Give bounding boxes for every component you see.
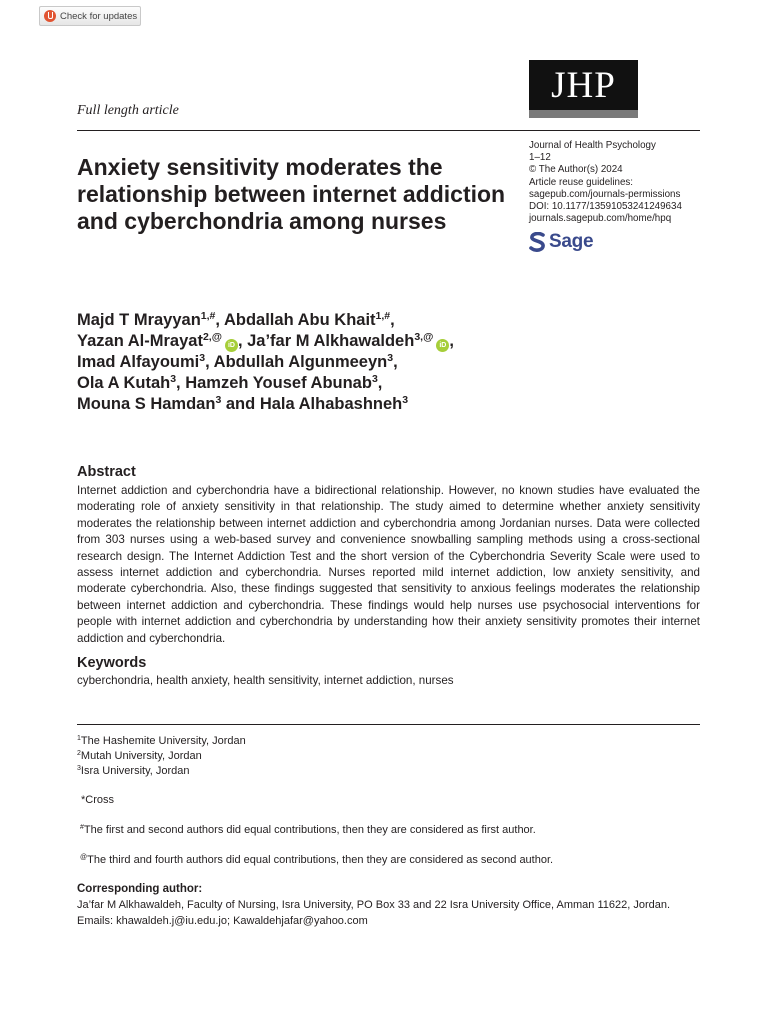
affiliation-text: The Hashemite University, Jordan	[80, 735, 246, 747]
journal-name: Journal of Health Psychology	[529, 140, 656, 151]
sage-logo-icon	[529, 232, 546, 252]
article-title: Anxiety sensitivity moderates the relationship between internet addiction and cyberchondria among nurses	[77, 154, 506, 234]
note-sup: #	[80, 824, 84, 831]
author-name: Ola A Kutah	[77, 374, 171, 392]
abstract-text: Internet addiction and cyberchondria have a bidirectional relationship. However, no known studies have evaluated the moderating role of anxiety sensitivity in that relationship. The study aimed to determine whether anxiety sensitivity moderates the relationship between internet addiction and cyberchondria among Jordanian nurses. Data were collected from 303 nurses using a web-based survey and convenience snowballing sampling methods using a cross-sectional research design. The Internet Addiction Test and the short version of the Cyberchondria Severity Scale were used to assess internet addiction and cyberchondria. Nurses reported mild internet addiction, low anxiety sensitivity, and moderate cyberchondria. Also, these findings suggested that sensitivity to anxious feelings moderates the relationship between internet addiction and cyberchondria. These findings would help nurses use psychosocial interventions for people with internet addiction and cyberchondria by understanding how their anxiety sensitivity promotes their internet addiction and cyberchondria.	[77, 484, 700, 645]
author-name: Majd T Mrayyan	[77, 311, 201, 329]
page-range: 1–12	[529, 152, 551, 164]
author-name: Abdullah Algunmeeyn	[213, 353, 388, 371]
affiliation-text: Mutah University, Jordan	[80, 750, 202, 762]
author-line-5	[77, 394, 557, 415]
author-sup: 2,@	[202, 331, 222, 343]
first-author-note	[80, 824, 536, 836]
author-name: Mouna S Hamdan	[77, 395, 216, 413]
affiliation-sup: 2	[77, 750, 81, 757]
abstract-heading: Abstract	[77, 464, 136, 480]
cross-note: *Cross	[81, 794, 115, 806]
author-line-3: Imad Alfayoumi$^3$, Abdullah Algunmeeyn$^3$,	[77, 352, 398, 371]
permissions-link[interactable]: sagepub.com/journals-permissions	[529, 188, 681, 200]
authors-conjunction: and	[225, 395, 256, 413]
keywords-text: cyberchondria, health anxiety, health sensitivity, internet addiction, nurses	[77, 674, 454, 687]
orcid-icon[interactable]: iD	[225, 339, 238, 352]
author-name: Abdallah Abu Khait	[223, 311, 376, 329]
author-name: Ja’far M Alkhawaldeh	[247, 332, 415, 350]
author-line-4: Ola A Kutah$^3$, Hamzeh Yousef Abunab$^3$,	[77, 373, 383, 392]
publisher-logo	[529, 231, 593, 253]
author-list	[77, 310, 557, 415]
author-sup: 3	[199, 352, 206, 364]
author-name: Hamzeh Yousef Abunab	[185, 374, 372, 392]
affiliation-sup: 3	[77, 765, 81, 772]
affiliation-text: Isra University, Jordan	[80, 765, 190, 777]
copyright: © The Author(s) 2024	[529, 164, 623, 176]
affiliation-1	[77, 735, 246, 747]
doi-link[interactable]: DOI: 10.1177/13591053241249634	[529, 201, 682, 213]
affiliation-sup: 1	[77, 735, 81, 742]
affiliation-3	[77, 765, 190, 777]
note-text: The first and second authors did equal contributions, then they are considered as first author.	[83, 824, 536, 836]
note-text: The third and fourth authors did equal contributions, then they are considered as second author.	[87, 854, 554, 866]
author-sup: 3	[215, 394, 222, 406]
journal-info	[529, 140, 709, 225]
corresponding-emails[interactable]: Emails: khawaldeh.j@iu.edu.jo; Kawaldehjafar@yahoo.com	[77, 914, 368, 927]
affiliation-2	[77, 750, 202, 762]
footnote-rule	[77, 724, 700, 725]
author-name: Imad Alfayoumi	[77, 353, 200, 371]
article-type: Full length article	[77, 103, 179, 118]
corresponding-details	[77, 898, 670, 929]
check-updates-icon	[44, 10, 56, 22]
author-line-2: Yazan Al-Mrayat$^{2,@}$iD , Ja’far M Alkhawaldeh$^{3,@}$iD ,	[77, 331, 454, 350]
author-sup: 3	[387, 352, 394, 364]
orcid-icon[interactable]: iD	[436, 339, 449, 352]
keywords-heading: Keywords	[77, 655, 147, 671]
second-author-note	[80, 854, 553, 866]
header-rule	[77, 130, 700, 131]
note-sup: @	[80, 854, 88, 861]
journal-logo	[529, 60, 638, 118]
author-sup: 3	[371, 373, 378, 385]
author-line-1: Majd T Mrayyan$^{1,\#}$, Abdallah Abu Khait$^{1,\#}$,	[77, 310, 395, 329]
publisher-name: Sage	[549, 231, 594, 252]
check-for-updates-button[interactable]	[39, 6, 141, 26]
corresponding-address: Ja’far M Alkhawaldeh, Faculty of Nursing, Isra University, PO Box 33 and 22 Isra University Office, Amman 11622, Jordan.	[77, 899, 671, 911]
check-updates-label: Check for updates	[60, 10, 138, 22]
corresponding-heading: Corresponding author:	[77, 883, 203, 895]
author-sup: 3	[170, 373, 177, 385]
journal-logo-text: JHP	[551, 65, 616, 106]
author-name: Yazan Al-Mrayat	[77, 332, 203, 350]
author-sup: 1,#	[200, 310, 216, 322]
reuse-guidelines: Article reuse guidelines:	[529, 176, 634, 188]
journal-logo-bar	[529, 110, 638, 118]
journal-home-link[interactable]: journals.sagepub.com/home/hpq	[529, 213, 672, 225]
author-name: Hala Alhabashneh	[259, 395, 403, 413]
author-sup: 3,@	[414, 331, 434, 343]
author-sup: 1,#	[375, 310, 391, 322]
author-sup: 3	[402, 394, 409, 406]
